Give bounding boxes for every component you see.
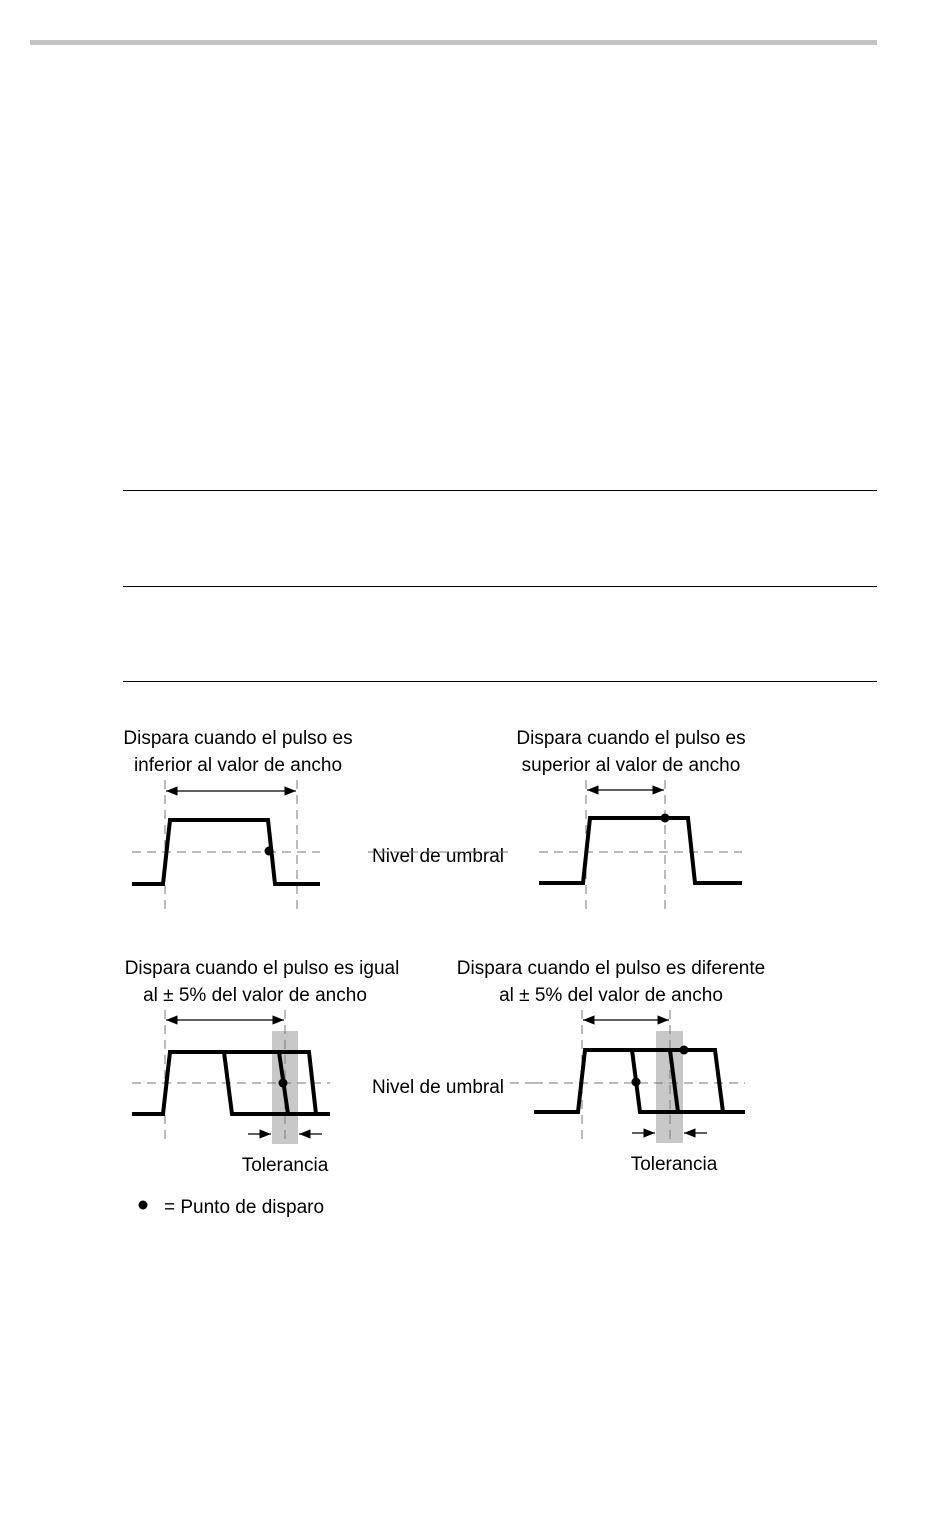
legend-label: = Punto de disparo: [164, 1197, 325, 1218]
trigger-point: [279, 1079, 288, 1088]
panel-equal-caption-line2: al ± 5% del valor de ancho: [143, 985, 367, 1006]
panel-less-caption-line2: inferior al valor de ancho: [133, 755, 343, 776]
threshold-label-bottom: Nivel de umbral: [372, 1077, 504, 1098]
pulse-waveform: [539, 818, 742, 883]
panel-equal-caption-line1: Dispara cuando el pulso es igual: [124, 958, 400, 979]
legend: [139, 1197, 325, 1218]
trigger-point: [661, 814, 670, 823]
panel-greater-caption-line1: Dispara cuando el pulso es: [516, 728, 746, 749]
tolerance-label: Tolerancia: [630, 1154, 718, 1175]
trigger-point: [265, 847, 274, 856]
panel-different-caption-line1: Dispara cuando el pulso es diferente: [456, 958, 766, 979]
trigger-point-long: [680, 1046, 689, 1055]
threshold-label-top: Nivel de umbral: [372, 846, 504, 867]
panel-less-caption-line1: Dispara cuando el pulso es: [123, 728, 353, 749]
panel-greater-caption-line2: superior al valor de ancho: [521, 755, 741, 776]
panel-equal: [125, 958, 400, 1176]
trigger-point-short: [632, 1078, 641, 1087]
panel-less-than: [123, 728, 352, 915]
trigger-point-legend-icon: [139, 1201, 148, 1210]
panel-greater-than: [368, 728, 746, 915]
panel-different: [457, 958, 765, 1175]
tolerance-label: Tolerancia: [241, 1155, 329, 1176]
panel-different-caption-line2: al ± 5% del valor de ancho: [499, 985, 723, 1006]
